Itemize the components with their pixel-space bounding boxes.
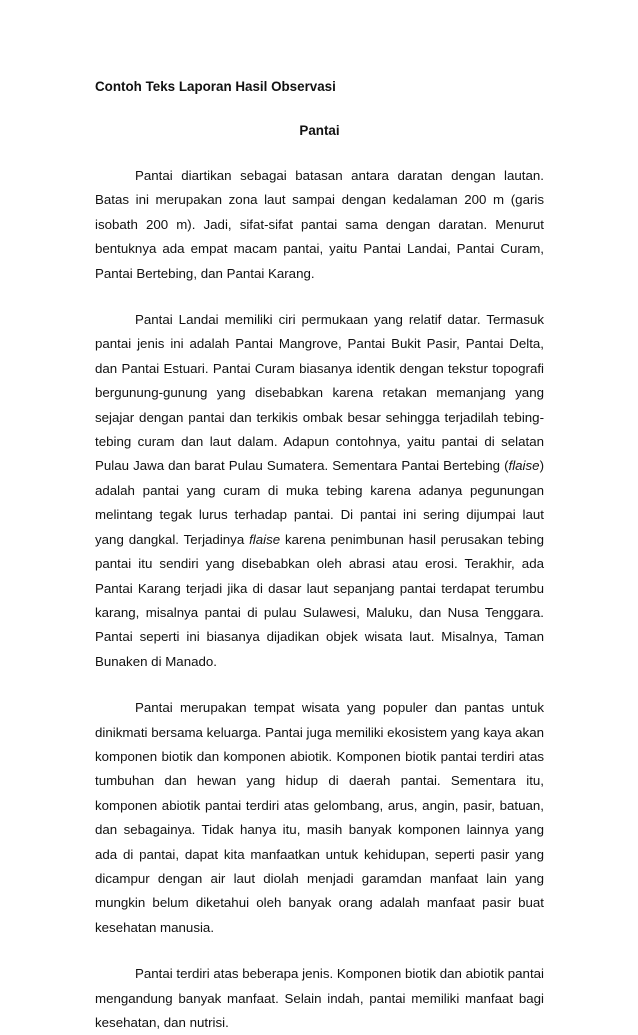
document-title: Pantai (299, 123, 340, 138)
paragraph-2-part-a: Pantai Landai memiliki ciri permukaan yang relatif datar. Termasuk pantai jenis ini adalah Pantai Mangrove, Pantai Bukit Pasir, Pantai Delta, dan Pantai Estuari. Pantai Curam biasanya identik dengan tekstur topografi bergunung-gunung yang disebabkan karena retakan memanjang yang sejajar dengan pantai dan terkikis ombak besar sehingga terjadilah tebing-tebing curam dan laut dalam. Adapun contohnya, yaitu pantai di selatan Pulau Jawa dan barat Pulau Sumatera. Sementara Pantai Bertebing ( (95, 312, 544, 474)
paragraph-2-part-b: ) adalah pantai yang curam di muka tebing karena adanya pegunungan melintang tegak lurus terhadap pantai. Di pantai ini sering dijumpai laut yang dangkal. Terjadinya (95, 458, 544, 547)
paragraph-2-part-c: karena penimbunan hasil perusakan tebing pantai itu sendiri yang disebabkan oleh abrasi atau erosi. Terakhir, ada Pantai Karang terjadi jika di dasar laut sepanjang pantai terdapat terumbu karang, misalnya pantai di pulau Sulawesi, Maluku, dan Nusa Tenggara. Pantai seperti ini biasanya dijadikan objek wisata laut. Misalnya, Taman Bunaken di Manado. (95, 531, 545, 669)
paragraph-3: Pantai merupakan tempat wisata yang populer dan pantas untuk dinikmati bersama keluarga. Pantai juga memiliki ekosistem yang kaya akan komponen biotik dan komponen abiotik. Komponen biotik pantai terdiri atas tumbuhan dan hewan yang hidup di daerah pantai. Sementara itu, komponen abiotik pantai terdiri atas gelombang, arus, angin, pasir, batuan, dan sebagainya. Tidak hanya itu, masih banyak komponen lainnya yang ada di pantai, dapat kita manfaatkan untuk kehidupan, seperti pasir yang dicampur dengan air laut diolah menjadi garamdan manfaat lain yang mungkin belum diketahui oleh banyak orang adalah manfaat pasir buat kesehatan manusia. (95, 700, 544, 935)
paragraph-2-italic-1: flaise (508, 458, 540, 474)
paragraph-4: Pantai terdiri atas beberapa jenis. Komponen biotik dan abiotik pantai mengandung banyak manfaat. Selain indah, pantai memiliki manfaat bagi kesehatan, dan nutrisi. (95, 966, 544, 1030)
paragraph-2 (95, 308, 544, 674)
paragraph-2-italic-2: flaise (249, 531, 281, 547)
paragraph-1: Pantai diartikan sebagai batasan antara daratan dengan lautan. Batas ini merupakan zona laut sampai dengan kedalaman 200 m (garis isobath 200 m). Jadi, sifat-sifat pantai sama dengan daratan. Menurut bentuknya ada empat macam pantai, yaitu Pantai Landai, Pantai Curam, Pantai Bertebing, dan Pantai Karang. (95, 168, 544, 281)
document-heading: Contoh Teks Laporan Hasil Observasi (95, 79, 336, 94)
